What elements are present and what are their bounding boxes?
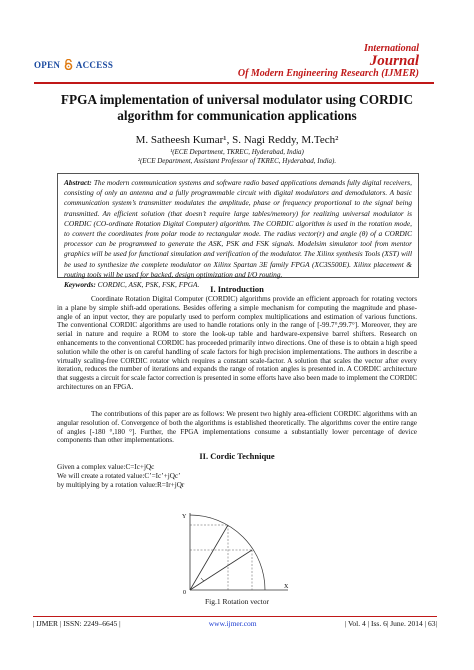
journal-line-name: Of Modern Engineering Research (IJMER) — [237, 68, 419, 79]
section-heading-introduction: I. Introduction — [210, 284, 264, 294]
affiliation-1: ¹(ECE Department, TKREC, Hyderabad, India) — [170, 148, 304, 156]
footer-volume: | Vol. 4 | Iss. 6| June. 2014 | 63| — [344, 619, 437, 628]
affiliation-2: ²(ECE Department, Assistant Professor of TKREC, Hyderabad, India). — [137, 156, 337, 165]
journal-line-international: International — [363, 43, 419, 54]
paper-title: FPGA implementation of universal modulator using CORDIC algorithm for communication applications — [60, 92, 414, 124]
abstract-text: The modern communication systems and software radio based applications demands fully digital receivers, consisting of only an antenna and a fully programmable circuit with digital modulators and demodulators. A basic communication system’s transmitter modulates the amplitude, phase or frequency proportional to the signal being transmitted. An efficient solution (that doesn’t require large tables/memory) for realizing universal modulator is CORDIC (CO-ordinate Rotation Digital Computer) algorithm. The CORDIC algorithm is used in the rotation mode, to convert the coordinates from polar mode to rectangular mode. The radius vector(r) and angle (θ) of a CORDIC processor can be programmed to generate the ASK, PSK and FSK signals. Modelsim simulator tool from mentor graphics will be used for functional simulation and verification of the modulator. The Xilinx synthesis Tools (XST) will be used to synthesize the complete modulator on Xilinx Spartan 3E family FPGA (XC3S500E). Xilinx placement & routing tools will be used for backed, design optimization and I/O routing. — [64, 178, 412, 279]
section-heading-cordic: II. Cordic Technique — [199, 451, 275, 461]
y-axis-label: Y — [182, 514, 187, 520]
cordic-lines — [57, 463, 417, 489]
rotation-vector-figure — [180, 510, 292, 595]
intro-paragraph-1: Coordinate Rotation Digital Computer (CORDIC) algorithms provide an efficient approach for rotating vectors in a plane by simple shift-add operations. Besides offering a simple mechanism for computing the magnitude and phase-angle of an input vector, they are popularly used to perform complex multiplications and estimation of various functions. The conventional CORDIC algorithms are used to handle rotations only in the range of [-99.7°,99.7°]. Moreover, they are serial in nature and require a ROM to store the look-up table and hardware-expensive barrel shifters. Research on enhancements to the conventional CORDIC has proceeded primarily intwo directions. One of these is to obtain a high speed solution while the other is on careful handling of scale factors for high precision implementations. The authors in describe a virtually scaling-free CORDIC rotator which requires a constant scale-factor. A solution that scales the vector after every iteration, reduces the number of iterations and expands the range of rotation angles is presented in. A CORDIC architecture that suggests a circuit for scale factor correction is presented in some efforts have also been made to implement the CORDIC architectures on an FPGA. — [57, 295, 417, 391]
vector-2 — [190, 525, 228, 590]
x-axis-label: X — [284, 584, 289, 590]
footer-url-link[interactable]: www.ijmer.com — [208, 619, 257, 628]
figure-caption: Fig.1 Rotation vector — [205, 597, 269, 606]
journal-masthead — [238, 44, 419, 79]
open-access-left-text: OPEN — [34, 60, 61, 70]
open-access-logo — [34, 59, 113, 70]
vector-1 — [190, 550, 252, 590]
angle-arc — [201, 578, 204, 581]
keywords-text: CORDIC, ASK, PSK, FSK, FPGA. — [95, 280, 200, 290]
intro-paragraph-2: The contributions of this paper are as follows: We present two highly area-efficient CORDIC algorithms with an angular resolution of. Convergence of both the algorithms is established theoretically. The algorithms cover the entire range of angles [-180 °,180 °]. Further, the FPGA implementations consume a substantially lower percentage of device components than other implementations. — [57, 410, 417, 445]
journal-line-journal: Journal — [369, 53, 419, 69]
open-access-right-text: ACCESS — [75, 60, 114, 70]
origin-label: 0 — [183, 590, 186, 595]
cordic-line-1: Given a complex value:C=Ic+jQc — [57, 463, 155, 471]
abstract-label: Abstract: — [64, 178, 92, 187]
page-footer — [33, 619, 437, 628]
footer-issn: | IJMER | ISSN: 2249–6645 | — [33, 619, 121, 628]
open-lock-icon — [64, 59, 73, 70]
keywords-label: Keywords: — [64, 280, 96, 290]
author-affiliations — [40, 148, 434, 166]
footer-divider — [33, 616, 437, 617]
cordic-line-2: We will create a rotated value:C’=Ic’+jQc’ — [57, 471, 181, 480]
cordic-line-3: by multiplying by a rotation value:R=Ir+jQr — [57, 480, 185, 489]
header-divider — [34, 82, 434, 84]
paper-authors: M. Satheesh Kumar¹, S. Nagi Reddy, M.Tech² — [135, 134, 339, 146]
